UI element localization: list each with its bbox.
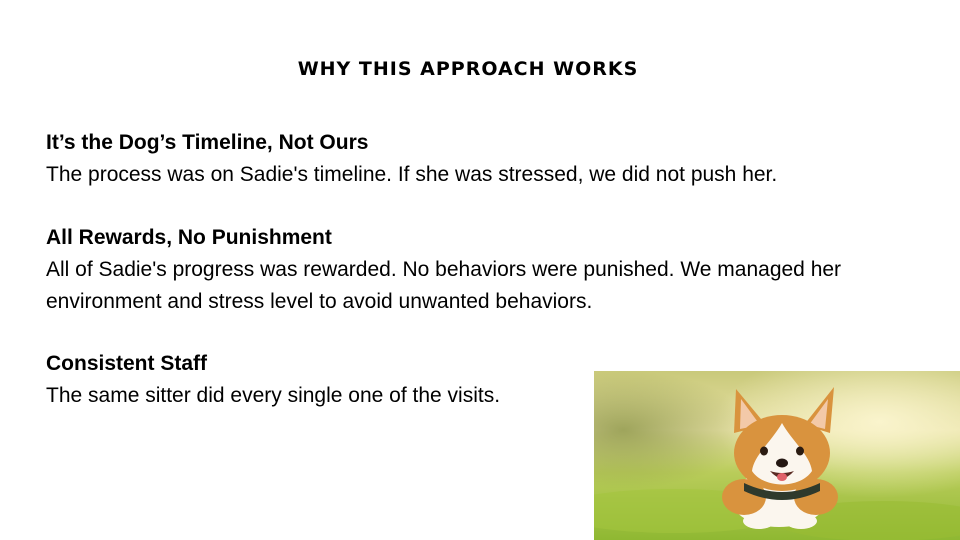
slide-title: WHY THIS APPROACH WORKS — [297, 58, 639, 80]
section-heading: All Rewards, No Punishment — [46, 226, 332, 249]
section-heading: It’s the Dog’s Timeline, Not Ours — [46, 131, 369, 154]
section-all-rewards — [46, 222, 926, 318]
section-body: The process was on Sadie's timeline. If she was stressed, we did not push her. — [46, 163, 778, 186]
section-body: The same sitter did every single one of the visits. — [46, 384, 501, 407]
section-consistent-staff — [46, 348, 546, 412]
section-heading: Consistent Staff — [46, 352, 208, 375]
corgi-illustration — [594, 371, 960, 540]
corgi-photo — [594, 371, 960, 540]
section-dogs-timeline — [46, 127, 926, 191]
section-body: All of Sadie's progress was rewarded. No behaviors were punished. We managed her environment and stress level to avoid unwanted behaviors. — [46, 258, 842, 313]
